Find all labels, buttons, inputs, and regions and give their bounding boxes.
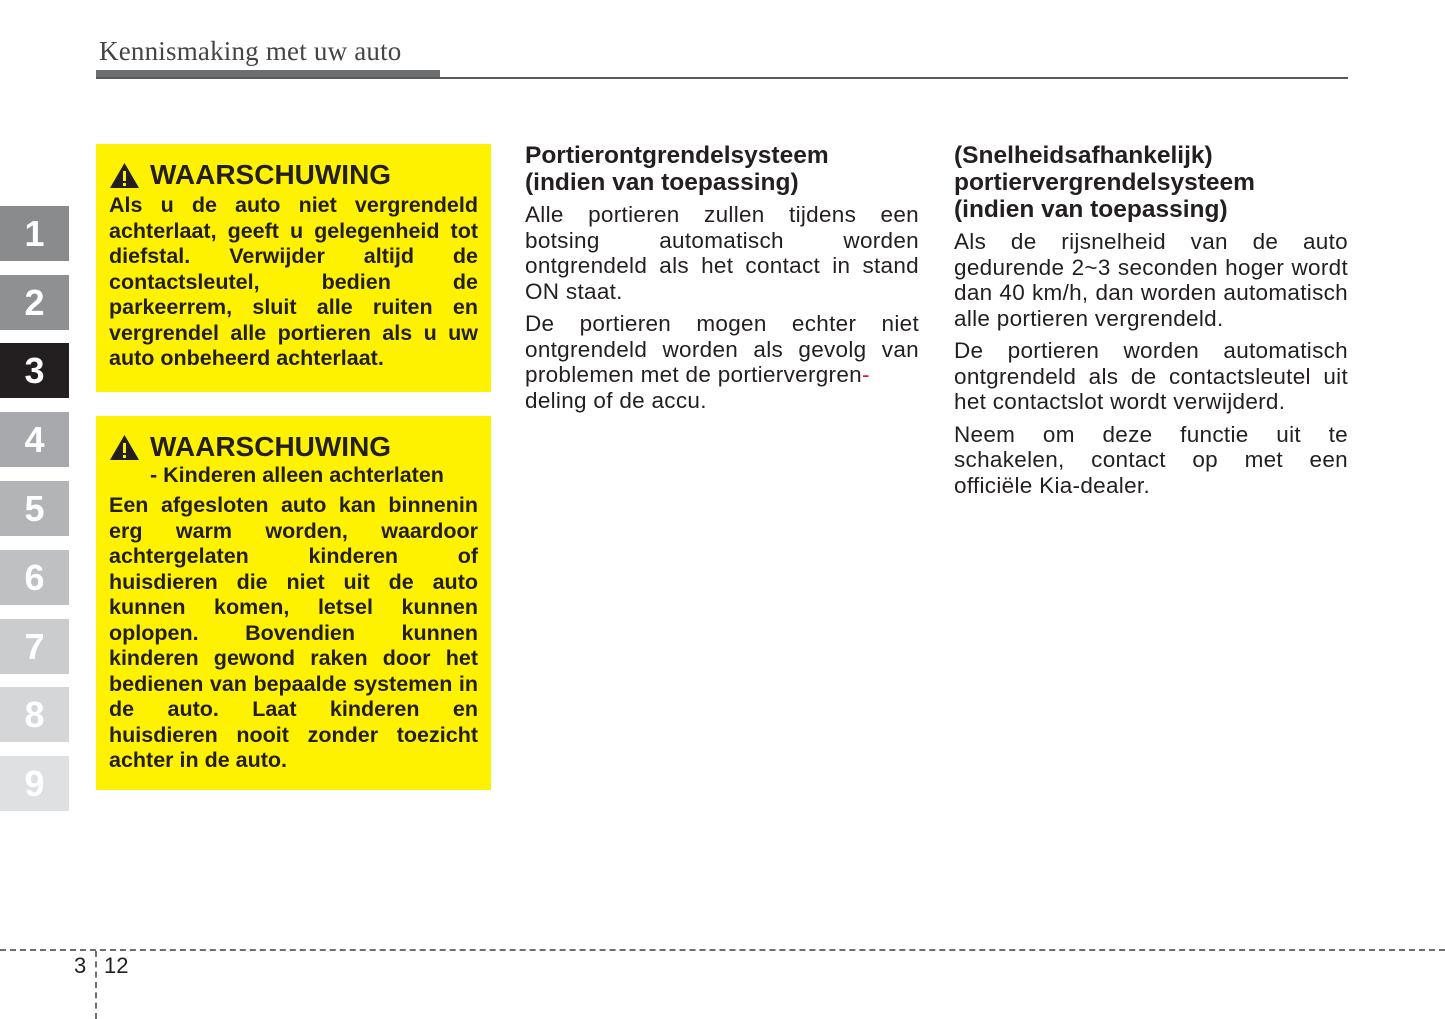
chapter-tab-4[interactable]	[0, 412, 69, 467]
section-paragraph: Neem om deze functie uit te schakelen, contact op met een officiële Kia-dealer.	[954, 421, 1348, 498]
footer-divider	[95, 951, 97, 1019]
chapter-tab-2[interactable]	[0, 275, 69, 330]
warning-heading-text: WAARSCHUWING	[150, 159, 392, 190]
warning-heading-text: WAARSCHUWING	[150, 431, 392, 462]
chapter-tab-label: 7	[24, 625, 45, 667]
chapter-tab-9[interactable]	[0, 756, 69, 811]
section-title-line: (indien van toepassing)	[954, 196, 1228, 223]
chapter-tab-label: 5	[24, 487, 45, 529]
section-paragraph: De portieren worden automatisch ontgrendeld als de contactsleutel uit het contactslot wordt verwijderd.	[954, 338, 1348, 414]
warning-subheading: - Kinderen alleen achterlaten	[150, 463, 444, 487]
section-door-unlock	[525, 142, 919, 413]
chapter-tab-label: 8	[24, 693, 45, 735]
chapter-tab-1[interactable]	[0, 206, 69, 261]
page-chapter-number: 3	[74, 953, 87, 978]
paragraph-text: De portieren mogen echter niet ontgrendeld worden als gevolg van problemen met de portiervergren	[525, 311, 919, 387]
chapter-tab-8[interactable]	[0, 687, 69, 742]
warning-heading	[109, 430, 478, 464]
chapter-tab-label: 2	[24, 281, 45, 323]
warning-body: Een afgesloten auto kan binnenin erg warm worden, waardoor achtergelaten kinderen of huisdieren die niet uit de auto kunnen komen, letsel kunnen oplopen. Bovendien kunnen kinderen gewond raken door het bedienen van bepaalde systemen in de auto. Laat kinderen en huisdieren nooit zonder toezicht achter in de auto.	[109, 493, 478, 772]
warning-triangle-icon	[109, 162, 140, 189]
footer-rule	[0, 949, 1445, 951]
section-title-line: Portierontgrendelsysteem	[525, 142, 829, 169]
section-paragraph: Alle portieren zullen tijdens een botsing automatisch worden ontgrendeld als het contact in stand ON staat.	[525, 202, 919, 304]
section-paragraph	[525, 311, 919, 413]
page-number: 12	[104, 953, 129, 978]
chapter-tab-label: 9	[24, 762, 45, 804]
section-title	[954, 142, 1348, 223]
hyphen-mark: -	[861, 362, 870, 387]
section-speed-lock	[954, 142, 1348, 498]
chapter-tab-3[interactable]	[0, 343, 69, 398]
warning-body: Als u de auto niet vergrendeld achterlaat, geeft u gelegenheid tot diefstal. Verwijder altijd de contactsleutel, bedien de parkeerrem, sluit alle ruiten en vergrendel alle portieren als u uw auto onbeheerd achterlaat.	[109, 193, 478, 370]
section-title-line: (Snelheidsafhankelijk)	[954, 142, 1213, 169]
warning-heading	[109, 158, 478, 192]
chapter-tab-5[interactable]	[0, 481, 69, 536]
section-title	[525, 142, 919, 196]
header-title: Kennismaking met uw auto	[99, 36, 402, 66]
paragraph-text: deling of de accu.	[525, 387, 707, 413]
chapter-tab-label: 4	[24, 418, 45, 460]
section-title-line: (indien van toepassing)	[525, 169, 799, 196]
warning-box-theft	[96, 144, 491, 392]
warning-box-children	[96, 416, 491, 790]
chapter-tab-6[interactable]	[0, 550, 69, 605]
header-rule	[96, 77, 1348, 79]
chapter-tab-label: 3	[24, 349, 45, 391]
chapter-tab-7[interactable]	[0, 619, 69, 674]
chapter-tab-label: 1	[24, 212, 45, 254]
chapter-tab-label: 6	[24, 556, 45, 598]
section-paragraph: Als de rijsnelheid van de auto gedurende 2~3 seconden hoger wordt dan 40 km/h, dan worden automatisch alle portieren vergrendeld.	[954, 229, 1348, 331]
warning-triangle-icon	[109, 434, 140, 461]
section-title-line: portiervergrendelsysteem	[954, 169, 1255, 196]
